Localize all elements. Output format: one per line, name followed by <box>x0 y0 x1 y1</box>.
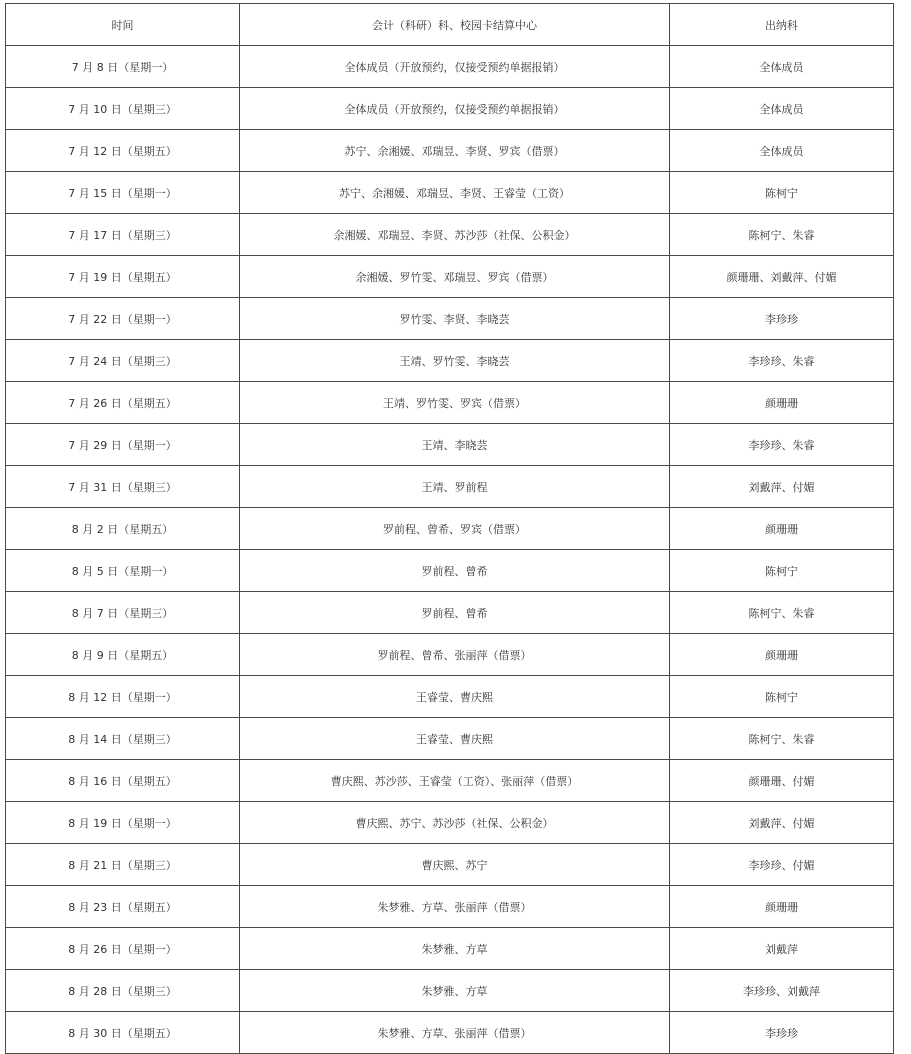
cell-time: 8 月 14 日（星期三） <box>6 718 240 760</box>
cell-accounting: 罗竹雯、李贤、李晓芸 <box>240 298 670 340</box>
cell-cashier: 刘戴萍 <box>670 928 894 970</box>
cell-time: 7 月 24 日（星期三） <box>6 340 240 382</box>
header-time: 时间 <box>6 4 240 46</box>
cell-cashier: 李珍珍 <box>670 298 894 340</box>
table-header <box>6 4 894 46</box>
table-row <box>6 46 894 88</box>
table-row <box>6 424 894 466</box>
cell-cashier: 颜珊珊、刘戴萍、付媚 <box>670 256 894 298</box>
cell-cashier: 李珍珍、付媚 <box>670 844 894 886</box>
table-row <box>6 676 894 718</box>
cell-time: 8 月 21 日（星期三） <box>6 844 240 886</box>
cell-time: 7 月 26 日（星期五） <box>6 382 240 424</box>
cell-cashier: 陈柯宁 <box>670 550 894 592</box>
table-row <box>6 340 894 382</box>
cell-time: 8 月 5 日（星期一） <box>6 550 240 592</box>
cell-cashier: 李珍珍、朱睿 <box>670 424 894 466</box>
cell-time: 7 月 31 日（星期三） <box>6 466 240 508</box>
table-row <box>6 298 894 340</box>
table-row <box>6 886 894 928</box>
table-row <box>6 718 894 760</box>
table-row <box>6 550 894 592</box>
cell-time: 8 月 30 日（星期五） <box>6 1012 240 1054</box>
cell-time: 7 月 29 日（星期一） <box>6 424 240 466</box>
cell-time: 7 月 19 日（星期五） <box>6 256 240 298</box>
cell-accounting: 罗前程、曾希、张丽萍（借票） <box>240 634 670 676</box>
cell-cashier: 陈柯宁 <box>670 172 894 214</box>
cell-accounting: 苏宁、余湘媛、邓瑞昱、李贤、罗宾（借票） <box>240 130 670 172</box>
header-cashier: 出纳科 <box>670 4 894 46</box>
cell-time: 8 月 12 日（星期一） <box>6 676 240 718</box>
cell-cashier: 颜珊珊 <box>670 382 894 424</box>
cell-time: 7 月 22 日（星期一） <box>6 298 240 340</box>
cell-cashier: 李珍珍、朱睿 <box>670 340 894 382</box>
cell-accounting: 王靖、罗前程 <box>240 466 670 508</box>
cell-accounting: 王睿莹、曹庆熙 <box>240 676 670 718</box>
cell-accounting: 朱梦雅、方草 <box>240 928 670 970</box>
cell-accounting: 王靖、李晓芸 <box>240 424 670 466</box>
cell-accounting: 王靖、罗竹雯、李晓芸 <box>240 340 670 382</box>
table-row <box>6 256 894 298</box>
table-row <box>6 970 894 1012</box>
cell-cashier: 颜珊珊 <box>670 886 894 928</box>
duty-schedule-table <box>5 3 894 1054</box>
cell-time: 7 月 10 日（星期三） <box>6 88 240 130</box>
cell-accounting: 罗前程、曾希 <box>240 550 670 592</box>
table-row <box>6 760 894 802</box>
cell-cashier: 李珍珍 <box>670 1012 894 1054</box>
table-row <box>6 172 894 214</box>
cell-accounting: 罗前程、曾希 <box>240 592 670 634</box>
cell-time: 8 月 7 日（星期三） <box>6 592 240 634</box>
cell-accounting: 朱梦雅、方草、张丽萍（借票） <box>240 886 670 928</box>
cell-time: 8 月 19 日（星期一） <box>6 802 240 844</box>
cell-accounting: 王靖、罗竹雯、罗宾（借票） <box>240 382 670 424</box>
cell-cashier: 全体成员 <box>670 46 894 88</box>
cell-time: 8 月 23 日（星期五） <box>6 886 240 928</box>
cell-time: 8 月 2 日（星期五） <box>6 508 240 550</box>
cell-accounting: 罗前程、曾希、罗宾（借票） <box>240 508 670 550</box>
cell-accounting: 全体成员（开放预约，仅接受预约单据报销） <box>240 46 670 88</box>
cell-time: 8 月 9 日（星期五） <box>6 634 240 676</box>
cell-cashier: 刘戴萍、付媚 <box>670 802 894 844</box>
cell-accounting: 王睿莹、曹庆熙 <box>240 718 670 760</box>
cell-cashier: 颜珊珊 <box>670 508 894 550</box>
cell-cashier: 陈柯宁 <box>670 676 894 718</box>
table-row <box>6 466 894 508</box>
cell-accounting: 朱梦雅、方草 <box>240 970 670 1012</box>
cell-time: 8 月 28 日（星期三） <box>6 970 240 1012</box>
cell-accounting: 曹庆熙、苏宁、苏沙莎（社保、公积金） <box>240 802 670 844</box>
cell-cashier: 李珍珍、刘戴萍 <box>670 970 894 1012</box>
header-row <box>6 4 894 46</box>
cell-time: 7 月 12 日（星期五） <box>6 130 240 172</box>
table-row <box>6 214 894 256</box>
header-accounting: 会计（科研）科、校园卡结算中心 <box>240 4 670 46</box>
table-row <box>6 88 894 130</box>
cell-cashier: 陈柯宁、朱睿 <box>670 718 894 760</box>
cell-accounting: 余湘媛、罗竹雯、邓瑞昱、罗宾（借票） <box>240 256 670 298</box>
table-row <box>6 634 894 676</box>
table-row <box>6 508 894 550</box>
table-body <box>6 46 894 1054</box>
cell-accounting: 曹庆熙、苏宁 <box>240 844 670 886</box>
table-row <box>6 1012 894 1054</box>
table-row <box>6 592 894 634</box>
table-row <box>6 802 894 844</box>
cell-cashier: 颜珊珊 <box>670 634 894 676</box>
cell-time: 8 月 26 日（星期一） <box>6 928 240 970</box>
cell-accounting: 曹庆熙、苏沙莎、王睿莹（工资）、张丽萍（借票） <box>240 760 670 802</box>
cell-accounting: 朱梦雅、方草、张丽萍（借票） <box>240 1012 670 1054</box>
cell-time: 7 月 17 日（星期三） <box>6 214 240 256</box>
cell-accounting: 全体成员（开放预约，仅接受预约单据报销） <box>240 88 670 130</box>
cell-cashier: 全体成员 <box>670 88 894 130</box>
cell-cashier: 全体成员 <box>670 130 894 172</box>
table-row <box>6 928 894 970</box>
cell-accounting: 苏宁、余湘媛、邓瑞昱、李贤、王睿莹（工资） <box>240 172 670 214</box>
cell-time: 8 月 16 日（星期五） <box>6 760 240 802</box>
table-row <box>6 130 894 172</box>
table-row <box>6 844 894 886</box>
table-row <box>6 382 894 424</box>
cell-cashier: 刘戴萍、付媚 <box>670 466 894 508</box>
cell-cashier: 陈柯宁、朱睿 <box>670 592 894 634</box>
cell-time: 7 月 8 日（星期一） <box>6 46 240 88</box>
cell-accounting: 余湘媛、邓瑞昱、李贤、苏沙莎（社保、公积金） <box>240 214 670 256</box>
cell-cashier: 陈柯宁、朱睿 <box>670 214 894 256</box>
cell-cashier: 颜珊珊、付媚 <box>670 760 894 802</box>
cell-time: 7 月 15 日（星期一） <box>6 172 240 214</box>
